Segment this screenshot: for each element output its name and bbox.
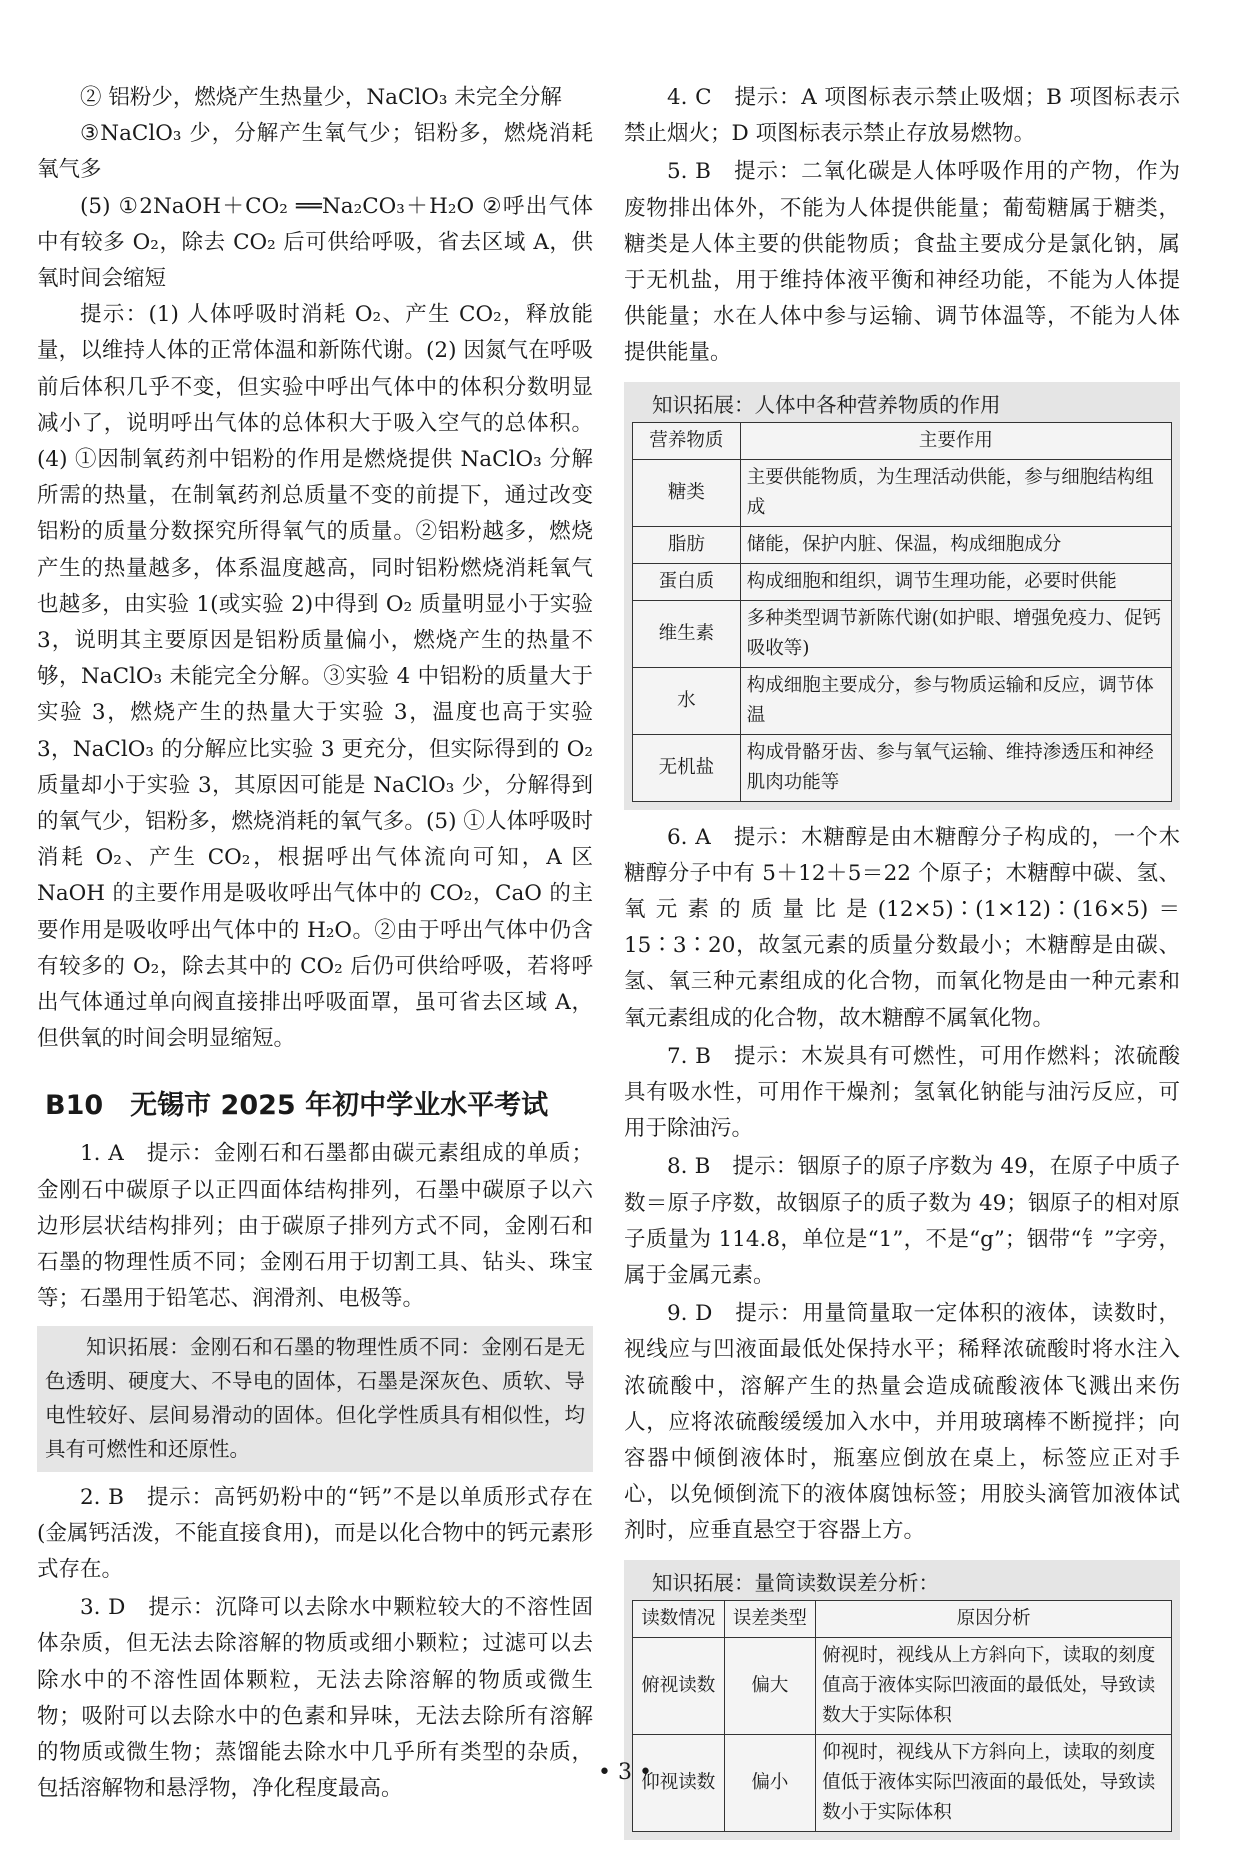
- table-cell: 储能，保护内脏、保温，构成细胞成分: [740, 526, 1171, 563]
- table-cell: 仰视时，视线从下方斜向上，读取的刻度值低于液体实际凹液面的最低处，导致读数小于实际体积: [816, 1734, 1172, 1831]
- table-cell: 脂肪: [633, 526, 741, 563]
- table-cell: 偏小: [724, 1734, 816, 1831]
- table-cell: 俯视读数: [633, 1637, 725, 1734]
- table-cell: 多种类型调节新陈代谢(如护眼、增强免疫力、促钙吸收等): [740, 600, 1171, 667]
- table-cell: 俯视时，视线从上方斜向下，读取的刻度值高于液体实际凹液面的最低处，导致读数大于实际体积: [816, 1637, 1172, 1734]
- table-cell: 维生素: [633, 600, 741, 667]
- table-cell: 仰视读数: [633, 1734, 725, 1831]
- table-cell: 水: [633, 667, 741, 734]
- table-row: [633, 459, 1172, 526]
- table-cell: 无机盐: [633, 734, 741, 801]
- table-cell: 蛋白质: [633, 563, 741, 600]
- table-cell: 偏大: [724, 1637, 816, 1734]
- table-row: [633, 526, 1172, 563]
- question-1: 1. A 提示：金刚石和石墨都由碳元素组成的单质；金刚石中碳原子以正四面体结构排列，石墨中碳原子以六边形层状结构排列；由于碳原子排列方式不同，金刚石和石墨的物理性质不同；金刚石用于切割工具、钻头、珠宝等；石墨用于铅笔芯、润滑剂、电极等。: [37, 1141, 593, 1312]
- table-cell: 主要供能物质，为生理活动供能，参与细胞结构组成: [740, 459, 1171, 526]
- question-8: 8. B 提示：铟原子的原子序数为 49，在原子中质子数＝原子序数，故铟原子的质子数为 49；铟原子的相对原子质量为 114.8，单位是“1”，不是“g”；铟带“钅”字旁，属于金属元素。: [624, 1154, 1180, 1289]
- knowledge-table-2: [624, 1560, 1180, 1840]
- table-header: 原因分析: [816, 1600, 1172, 1637]
- page-number: • 3 •: [598, 1760, 652, 1785]
- table-row: [633, 734, 1172, 801]
- table-header: 误差类型: [724, 1600, 816, 1637]
- table-row: [633, 1637, 1172, 1734]
- cylinder-reading-table: [632, 1600, 1172, 1832]
- table-header: 读数情况: [633, 1600, 725, 1637]
- hint-paragraph: 提示：(1) 人体呼吸时消耗 O₂、产生 CO₂，释放能量，以维持人体的正常体温和新陈代谢。(2) 因氮气在呼吸前后体积几乎不变，但实验中呼出气体中的体积分数明显减小了，说明呼出气体的总体积大于吸入空气的总体积。(4) ①因制氧药剂中铝粉的作用是燃烧提供 NaClO₃ 分解所需的热量，在制氧药剂总质量不变的前提下，通过改变铝粉的质量分数探究所得氧气的质量。②铝粉越多，燃烧产生的热量越多，体系温度越高，同时铝粉燃烧消耗氧气也越多，由实验 1(或实验 2)中得到 O₂ 质量明显小于实验 3，说明其主要原因是铝粉质量偏小，燃烧产生的热量不够，NaClO₃ 未能完全分解。③实验 4 中铝粉的质量大于实验 3，燃烧产生的热量大于实验 3，温度也高于实验 3，NaClO₃ 的分解应比实验 3 更充分，但实际得到的 O₂ 质量却小于实验 3，其原因可能是 NaClO₃ 少，分解得到的氧气少，铝粉多，燃烧消耗的氧气多。(5) ①人体呼吸时消耗 O₂、产生 CO₂，根据呼出气体流向可知，A 区 NaOH 的主要作用是吸收呼出气体中的 CO₂，CaO 的主要作用是吸收呼出气体中的 H₂O。②由于呼出气体中仍含有较多的 O₂，除去其中的 CO₂ 后仍可供给呼吸，若将呼出气体通过单向阀直接排出呼吸面罩，虽可省去区域 A，但供氧的时间会明显缩短。: [37, 302, 593, 1052]
- question-4: 4. C 提示：A 项图标表示禁止吸烟；B 项图标表示禁止烟火；D 项图标表示禁止存放易燃物。: [624, 85, 1180, 147]
- question-2: 2. B 提示：高钙奶粉中的“钙”不是以单质形式存在(金属钙活泼，不能直接食用)，而是以化合物中的钙元素形式存在。: [37, 1484, 593, 1582]
- table-cell: 构成细胞主要成分，参与物质运输和反应，调节体温: [740, 667, 1171, 734]
- question-9: 9. D 提示：用量筒量取一定体积的液体，读数时，视线应与凹液面最低处保持水平；稀释浓硫酸时将水注入浓硫酸中，溶解产生的热量会造成硫酸液体飞溅出来伤人，应将浓硫酸缓缓加入水中，并用玻璃棒不断搅拌；向容器中倾倒液体时，瓶塞应倒放在桌上，标签应正对手心，以免倾倒流下的液体腐蚀标签；用胶头滴管加液体试剂时，应垂直悬空于容器上方。: [624, 1301, 1180, 1544]
- question-3: 3. D 提示：沉降可以去除水中颗粒较大的不溶性固体杂质，但无法去除溶解的物质或细小颗粒；过滤可以去除水中的不溶性固体颗粒，无法去除溶解的物质或微生物；吸附可以去除水中的色素和异味，无法去除所有溶解的物质或微生物；蒸馏能去除水中几乎所有类型的杂质，包括溶解物和悬浮物，净化程度最高。: [37, 1595, 593, 1802]
- table-row: [633, 667, 1172, 734]
- right-column: [624, 80, 1180, 1850]
- answer-line-3: (5) ①2NaOH＋CO₂ ══Na₂CO₃＋H₂O ②呼出气体中有较多 O₂，除去 CO₂ 后可供给呼吸，省去区域 A，供氧时间会缩短: [37, 193, 593, 292]
- table-cell: 糖类: [633, 459, 741, 526]
- knowledge-box-1: [37, 1326, 593, 1472]
- table-row: [633, 563, 1172, 600]
- left-column: [37, 80, 593, 1809]
- question-5: 5. B 提示：二氧化碳是人体呼吸作用的产物，作为废物排出体外，不能为人体提供能量；葡萄糖属于糖类，糖类是人体主要的供能物质；食盐主要成分是氯化钠，属于无机盐，用于维持体液平衡和神经功能，不能为人体提供能量；水在人体中参与运输、调节体温等，不能为人体提供能量。: [624, 159, 1180, 366]
- section-title: B10 无锡市 2025 年初中学业水平考试: [45, 1090, 549, 1122]
- knowledge-table-2-title: 知识拓展：量筒读数误差分析：: [652, 1570, 939, 1595]
- nutrient-table: [632, 422, 1172, 802]
- table-cell: 构成细胞和组织，调节生理功能，必要时供能: [740, 563, 1171, 600]
- table-cell: 构成骨骼牙齿、参与氧气运输、维持渗透压和神经肌肉功能等: [740, 734, 1171, 801]
- table-row: [633, 600, 1172, 667]
- knowledge-box-1-text: 知识拓展：金刚石和石墨的物理性质不同：金刚石是无色透明、硬度大、不导电的固体，石墨是深灰色、质软、导电性较好、层间易滑动的固体。但化学性质具有相似性，均具有可燃性和还原性。: [45, 1334, 585, 1461]
- knowledge-table-1: [624, 382, 1180, 810]
- table-header: 主要作用: [740, 422, 1171, 459]
- knowledge-table-1-title: 知识拓展：人体中各种营养物质的作用: [652, 392, 1001, 417]
- answer-line-2: ③NaClO₃ 少，分解产生氧气少；铝粉多，燃烧消耗氧气多: [37, 121, 593, 183]
- question-6: 6. A 提示：木糖醇是由木糖醇分子构成的，一个木糖醇分子中有 5＋12＋5＝22 个原子；木糖醇中碳、氢、氧元素的质量比是(12×5)∶(1×12)∶(16×5)＝15∶3∶20，故氢元素的质量分数最小；木糖醇是由碳、氢、氧三种元素组成的化合物，而氧化物是由一种元素和氧元素组成的化合物，故木糖醇不属氧化物。: [624, 824, 1180, 1031]
- table-header: 营养物质: [633, 422, 741, 459]
- question-7: 7. B 提示：木炭具有可燃性，可用作燃料；浓硫酸具有吸水性，可用作干燥剂；氢氧化钠能与油污反应，可用于除油污。: [624, 1043, 1180, 1142]
- answer-line-1: ② 铝粉少，燃烧产生热量少，NaClO₃ 未完全分解: [80, 85, 562, 110]
